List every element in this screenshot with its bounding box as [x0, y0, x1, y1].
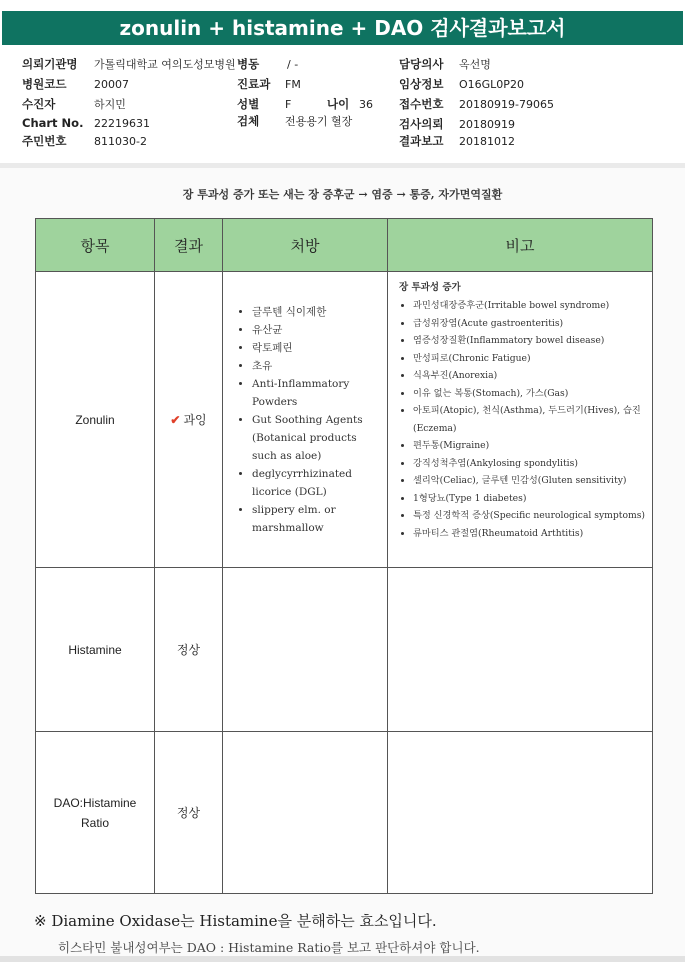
table-row — [36, 272, 653, 568]
table-row — [36, 732, 653, 894]
bottom-divider — [0, 956, 685, 962]
list-item: • 강직성척추염(Ankylosing spondylitis) — [413, 455, 647, 473]
list-item: • deglycyrrhizinated licorice (DGL) — [252, 465, 382, 501]
item-cell: Histamine — [36, 568, 155, 732]
item-cell: Zonulin — [36, 272, 155, 568]
check-icon: ✔ — [170, 413, 181, 427]
treatment-cell — [223, 568, 388, 732]
header-item: 항목 — [36, 219, 155, 272]
table-header-row — [36, 219, 653, 272]
treatment-cell — [223, 732, 388, 894]
list-item: • 아토피(Atopic), 천식(Asthma), 두드러기(Hives), 습진(Eczema) — [413, 402, 647, 437]
table-row — [36, 568, 653, 732]
result-cell: 정상 — [155, 732, 223, 894]
note-title: 장 투과성 증가 — [399, 282, 461, 293]
list-item: • 류마티스 관절염(Rheumatoid Arthtitis) — [413, 525, 647, 543]
list-item: • Gut Soothing Agents (Botanical products such as aloe) — [252, 411, 382, 465]
note-cell — [388, 732, 653, 894]
clinical-info-field: 임상정보 O16GL0P20 — [399, 77, 524, 91]
patient-field: 수진자 하지민 — [22, 97, 126, 111]
list-item: • 편두통(Migraine) — [413, 437, 647, 455]
report-date-field: 결과보고 20181012 — [399, 134, 515, 148]
list-item: • 만성피로(Chronic Fatigue) — [413, 350, 647, 368]
header-result: 결과 — [155, 219, 223, 272]
list-item: • Anti-Inflammatory Powders — [252, 375, 382, 411]
list-item: • 식욕부진(Anorexia) — [413, 367, 647, 385]
list-item: • 셀리악(Celiac), 글루텐 민감성(Gluten sensitivity) — [413, 472, 647, 490]
result-table — [35, 218, 653, 894]
footer-note: ※ Diamine Oxidase는 Histamine을 분해하는 효소입니다. — [34, 912, 437, 930]
age-value: 36 — [359, 98, 373, 111]
flow-caption: 장 투과성 증가 또는 새는 장 증후군 → 염증 → 통증, 자가면역질환 — [182, 188, 503, 201]
list-item: • 급성위장염(Acute gastroenteritis) — [413, 315, 647, 333]
list-item: • 염증성장질환(Inflammatory bowel disease) — [413, 332, 647, 350]
receipt-no-field: 접수번호 20180919-79065 — [399, 97, 554, 111]
result-value: 과잉 — [183, 413, 207, 427]
ward-field: 병동 / - — [237, 57, 299, 71]
hospital-code-field: 병원코드 20007 — [22, 77, 129, 91]
resident-id-field: 주민번호 811030-2 — [22, 134, 147, 148]
list-item: • slippery elm. or marshmallow — [252, 501, 382, 537]
note-cell — [388, 272, 653, 568]
specimen-field: 검체 전용용기 혈장 — [237, 114, 353, 128]
list-item: • 특정 신경학적 증상(Specific neurological symptoms) — [413, 507, 647, 525]
note-cell — [388, 568, 653, 732]
list-item: • 유산균 — [252, 321, 382, 339]
request-date-field: 검사의뢰 20180919 — [399, 117, 515, 131]
age-label: 나이 — [327, 97, 350, 111]
list-item: • 초유 — [252, 357, 382, 375]
list-item: • 과민성대장증후군(Irritable bowel syndrome) — [413, 297, 647, 315]
footer-subnote: 히스타민 불내성여부는 DAO : Histamine Ratio를 보고 판단하셔야 합니다. — [58, 940, 480, 955]
list-item: • 이유 없는 복통(Stomach), 가스(Gas) — [413, 385, 647, 403]
institution-field: 의뢰기관명 가톨릭대학교 여의도성모병원 — [22, 57, 236, 71]
report-title: zonulin + histamine + DAO 검사결과보고서 — [2, 11, 683, 45]
header-note: 비고 — [388, 219, 653, 272]
treatment-cell — [223, 272, 388, 568]
result-cell: 정상 — [155, 568, 223, 732]
chart-no-field: Chart No. 22219631 — [22, 116, 150, 130]
list-item: • 1형당뇨(Type 1 diabetes) — [413, 490, 647, 508]
treatment-list — [224, 303, 386, 537]
header-treatment: 처방 — [223, 219, 388, 272]
sex-field: 성별 F 나이 36 — [237, 97, 373, 111]
item-cell: DAO:Histamine Ratio — [36, 732, 155, 894]
note-list — [389, 297, 651, 542]
doctor-field: 담당의사 옥선명 — [399, 57, 491, 71]
list-item: • 글루텐 식이제한 — [252, 303, 382, 321]
dept-field: 진료과 FM — [237, 77, 301, 91]
result-cell — [155, 272, 223, 568]
list-item: • 락토페린 — [252, 339, 382, 357]
